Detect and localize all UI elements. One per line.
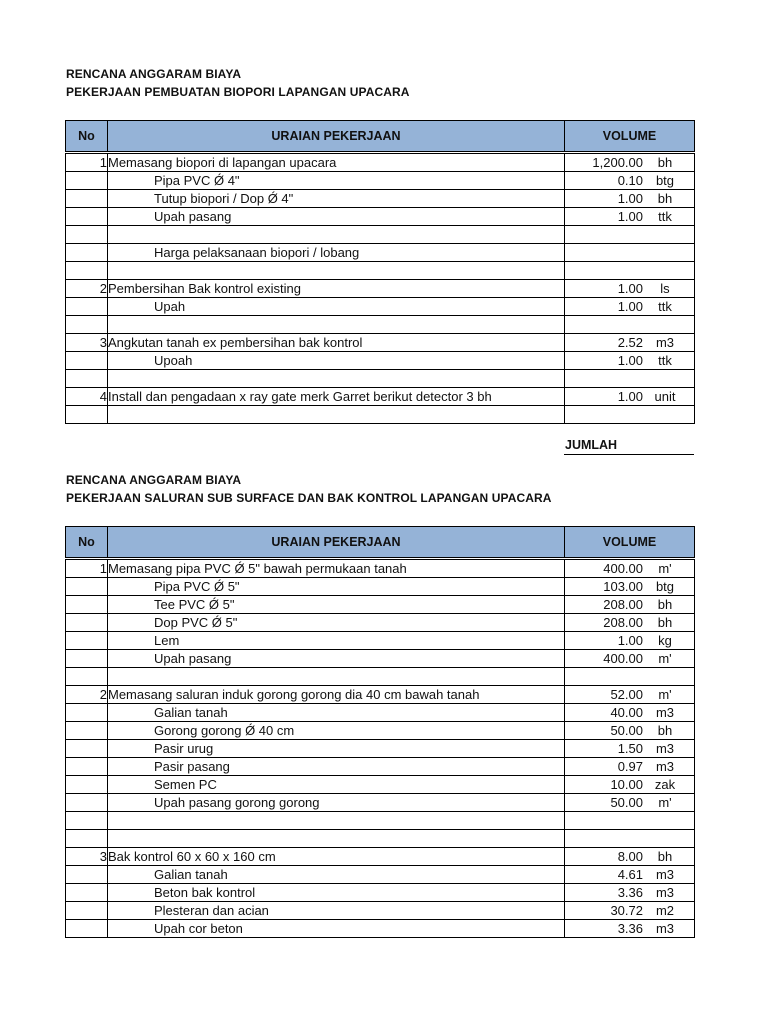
table-row bbox=[66, 406, 695, 424]
table-row bbox=[66, 704, 695, 722]
row-volume-cell bbox=[565, 406, 695, 424]
row-volume-cell bbox=[565, 370, 695, 388]
table-row bbox=[66, 370, 695, 388]
row-volume-unit: m' bbox=[658, 795, 672, 810]
row-volume-value: 208.00 bbox=[603, 615, 643, 630]
row-volume-unit: unit bbox=[654, 389, 676, 404]
row-volume-unit: m3 bbox=[655, 867, 675, 882]
row-volume-value: 1.00 bbox=[617, 281, 643, 296]
row-number bbox=[66, 776, 108, 794]
row-volume-value: 1.00 bbox=[617, 353, 643, 368]
row-description bbox=[108, 812, 565, 830]
table-row bbox=[66, 632, 695, 650]
table-row bbox=[66, 650, 695, 668]
row-volume-cell bbox=[565, 578, 695, 596]
row-number bbox=[66, 226, 108, 244]
row-number: 4 bbox=[66, 388, 108, 406]
table-row bbox=[66, 614, 695, 632]
row-volume-unit: bh bbox=[657, 723, 673, 738]
row-number bbox=[66, 632, 108, 650]
row-number bbox=[66, 920, 108, 938]
row-volume-cell bbox=[565, 902, 695, 920]
row-description bbox=[108, 226, 565, 244]
row-number bbox=[66, 884, 108, 902]
row-volume-cell bbox=[565, 559, 695, 578]
row-volume-unit: m3 bbox=[655, 705, 675, 720]
row-volume-cell bbox=[565, 650, 695, 668]
row-volume-unit: m3 bbox=[655, 759, 675, 774]
row-number: 1 bbox=[66, 153, 108, 172]
row-description bbox=[108, 262, 565, 280]
table-row bbox=[66, 262, 695, 280]
row-volume-cell bbox=[565, 208, 695, 226]
table-row bbox=[66, 722, 695, 740]
header-uraian: URAIAN PEKERJAAN bbox=[108, 527, 565, 559]
row-volume-unit: ttk bbox=[658, 299, 672, 314]
row-volume-cell bbox=[565, 244, 695, 262]
row-volume-unit: m' bbox=[658, 561, 672, 576]
table-row bbox=[66, 902, 695, 920]
row-description: Upah bbox=[108, 298, 565, 316]
table-row bbox=[66, 830, 695, 848]
row-volume-value: 1.00 bbox=[617, 191, 643, 206]
table-row bbox=[66, 758, 695, 776]
row-number: 1 bbox=[66, 559, 108, 578]
section1-table-body bbox=[66, 153, 695, 424]
row-description: Pembersihan Bak kontrol existing bbox=[108, 280, 565, 298]
row-volume-value: 50.00 bbox=[610, 723, 643, 738]
row-number bbox=[66, 614, 108, 632]
row-volume-unit: m3 bbox=[655, 335, 675, 350]
header-volume: VOLUME bbox=[565, 527, 695, 559]
table-row bbox=[66, 352, 695, 370]
row-volume-unit: kg bbox=[658, 633, 672, 648]
table-row bbox=[66, 208, 695, 226]
row-volume-unit: ttk bbox=[658, 353, 672, 368]
row-number bbox=[66, 794, 108, 812]
row-volume-unit: m3 bbox=[655, 885, 675, 900]
row-description: Upah pasang bbox=[108, 650, 565, 668]
row-volume-value: 10.00 bbox=[610, 777, 643, 792]
row-volume-unit: bh bbox=[657, 615, 673, 630]
row-description: Bak kontrol 60 x 60 x 160 cm bbox=[108, 848, 565, 866]
row-volume-cell bbox=[565, 722, 695, 740]
row-volume-cell bbox=[565, 848, 695, 866]
row-volume-cell bbox=[565, 172, 695, 190]
section1-subtitle: PEKERJAAN PEMBUATAN BIOPORI LAPANGAN UPACARA bbox=[66, 85, 410, 99]
row-volume-value: 1.00 bbox=[617, 299, 643, 314]
row-description: Upah pasang gorong gorong bbox=[108, 794, 565, 812]
row-volume-unit: bh bbox=[657, 849, 673, 864]
table-row bbox=[66, 388, 695, 406]
table-row bbox=[66, 686, 695, 704]
table-row bbox=[66, 190, 695, 208]
row-volume-cell bbox=[565, 830, 695, 848]
row-volume-value: 8.00 bbox=[617, 849, 643, 864]
row-number bbox=[66, 244, 108, 262]
row-description: Galian tanah bbox=[108, 866, 565, 884]
row-number: 2 bbox=[66, 686, 108, 704]
row-number bbox=[66, 370, 108, 388]
table-row bbox=[66, 172, 695, 190]
row-description bbox=[108, 668, 565, 686]
row-volume-unit: ttk bbox=[658, 209, 672, 224]
table-row bbox=[66, 668, 695, 686]
section2-table-body bbox=[66, 559, 695, 938]
row-volume-value: 4.61 bbox=[617, 867, 643, 882]
row-description: Upoah bbox=[108, 352, 565, 370]
row-volume-unit: bh bbox=[657, 155, 673, 170]
row-volume-unit: btg bbox=[655, 173, 675, 188]
row-description: Upah cor beton bbox=[108, 920, 565, 938]
row-volume-unit: m2 bbox=[655, 903, 675, 918]
row-volume-cell bbox=[565, 668, 695, 686]
row-volume-cell bbox=[565, 758, 695, 776]
table-row bbox=[66, 884, 695, 902]
table-row bbox=[66, 244, 695, 262]
table-row bbox=[66, 920, 695, 938]
row-number bbox=[66, 902, 108, 920]
table-row bbox=[66, 596, 695, 614]
row-description: Pasir urug bbox=[108, 740, 565, 758]
row-description bbox=[108, 406, 565, 424]
row-volume-cell bbox=[565, 866, 695, 884]
row-number: 2 bbox=[66, 280, 108, 298]
row-volume-unit: ls bbox=[660, 281, 670, 296]
row-volume-cell bbox=[565, 352, 695, 370]
row-volume-value: 0.10 bbox=[617, 173, 643, 188]
table-row bbox=[66, 812, 695, 830]
header-no: No bbox=[66, 527, 108, 559]
row-description: Tee PVC Ǿ 5" bbox=[108, 596, 565, 614]
row-description: Lem bbox=[108, 632, 565, 650]
row-volume-cell bbox=[565, 298, 695, 316]
table-header-row bbox=[66, 527, 695, 559]
row-number bbox=[66, 316, 108, 334]
row-volume-value: 208.00 bbox=[603, 597, 643, 612]
row-volume-cell bbox=[565, 316, 695, 334]
row-description: Pipa PVC Ǿ 5" bbox=[108, 578, 565, 596]
row-description: Angkutan tanah ex pembersihan bak kontrol bbox=[108, 334, 565, 352]
table-row bbox=[66, 298, 695, 316]
row-description: Pasir pasang bbox=[108, 758, 565, 776]
row-description: Memasang saluran induk gorong gorong dia 40 cm bawah tanah bbox=[108, 686, 565, 704]
row-volume-value: 3.36 bbox=[617, 885, 643, 900]
row-description: Harga pelaksanaan biopori / lobang bbox=[108, 244, 565, 262]
row-volume-unit: zak bbox=[654, 777, 676, 792]
row-description: Gorong gorong Ǿ 40 cm bbox=[108, 722, 565, 740]
row-volume-cell bbox=[565, 776, 695, 794]
row-volume-value: 1.50 bbox=[617, 741, 643, 756]
row-number bbox=[66, 298, 108, 316]
table-row bbox=[66, 740, 695, 758]
row-number bbox=[66, 812, 108, 830]
row-number bbox=[66, 668, 108, 686]
row-volume-cell bbox=[565, 614, 695, 632]
row-volume-value: 400.00 bbox=[603, 561, 643, 576]
row-description: Semen PC bbox=[108, 776, 565, 794]
row-number bbox=[66, 650, 108, 668]
row-description: Pipa PVC Ǿ 4" bbox=[108, 172, 565, 190]
row-number bbox=[66, 596, 108, 614]
row-volume-cell bbox=[565, 226, 695, 244]
table-row bbox=[66, 776, 695, 794]
row-description: Tutup biopori / Dop Ǿ 4" bbox=[108, 190, 565, 208]
row-description bbox=[108, 370, 565, 388]
section2-subtitle: PEKERJAAN SALURAN SUB SURFACE DAN BAK KONTROL LAPANGAN UPACARA bbox=[66, 491, 552, 505]
row-number: 3 bbox=[66, 848, 108, 866]
row-description: Install dan pengadaan x ray gate merk Garret berikut detector 3 bh bbox=[108, 388, 565, 406]
row-number bbox=[66, 190, 108, 208]
table-row bbox=[66, 578, 695, 596]
row-number bbox=[66, 740, 108, 758]
row-description: Plesteran dan acian bbox=[108, 902, 565, 920]
row-volume-unit: bh bbox=[657, 191, 673, 206]
row-volume-value: 40.00 bbox=[610, 705, 643, 720]
row-volume-value: 1,200.00 bbox=[592, 155, 643, 170]
row-number bbox=[66, 578, 108, 596]
row-description: Dop PVC Ǿ 5" bbox=[108, 614, 565, 632]
row-volume-value: 103.00 bbox=[603, 579, 643, 594]
header-uraian: URAIAN PEKERJAAN bbox=[108, 121, 565, 153]
row-volume-unit: m3 bbox=[655, 921, 675, 936]
row-number bbox=[66, 722, 108, 740]
row-volume-unit: m' bbox=[658, 651, 672, 666]
row-volume-unit: m' bbox=[658, 687, 672, 702]
row-volume-value: 400.00 bbox=[603, 651, 643, 666]
row-description: Memasang pipa PVC Ǿ 5" bawah permukaan tanah bbox=[108, 559, 565, 578]
row-volume-unit: btg bbox=[655, 579, 675, 594]
section2-title: RENCANA ANGGARAM BIAYA bbox=[66, 473, 242, 487]
row-volume-cell bbox=[565, 686, 695, 704]
row-number bbox=[66, 172, 108, 190]
row-number bbox=[66, 406, 108, 424]
row-volume-value: 0.97 bbox=[617, 759, 643, 774]
section2-budget-table bbox=[65, 526, 695, 938]
row-volume-cell bbox=[565, 388, 695, 406]
row-number bbox=[66, 830, 108, 848]
row-description: Upah pasang bbox=[108, 208, 565, 226]
row-volume-cell bbox=[565, 812, 695, 830]
table-row bbox=[66, 316, 695, 334]
row-number bbox=[66, 262, 108, 280]
row-volume-cell bbox=[565, 190, 695, 208]
row-description bbox=[108, 316, 565, 334]
row-volume-value: 3.36 bbox=[617, 921, 643, 936]
row-volume-value: 50.00 bbox=[610, 795, 643, 810]
row-description bbox=[108, 830, 565, 848]
table-header-row bbox=[66, 121, 695, 153]
row-volume-cell bbox=[565, 596, 695, 614]
row-volume-value: 1.00 bbox=[617, 389, 643, 404]
row-volume-cell bbox=[565, 632, 695, 650]
header-volume: VOLUME bbox=[565, 121, 695, 153]
header-no: No bbox=[66, 121, 108, 153]
table-row bbox=[66, 794, 695, 812]
row-volume-value: 1.00 bbox=[617, 209, 643, 224]
row-volume-cell bbox=[565, 884, 695, 902]
row-number bbox=[66, 758, 108, 776]
row-volume-value: 2.52 bbox=[617, 335, 643, 350]
row-number bbox=[66, 208, 108, 226]
row-volume-unit: bh bbox=[657, 597, 673, 612]
section1-budget-table bbox=[65, 120, 695, 424]
row-number: 3 bbox=[66, 334, 108, 352]
row-volume-cell bbox=[565, 262, 695, 280]
row-volume-value: 52.00 bbox=[610, 687, 643, 702]
row-volume-cell bbox=[565, 280, 695, 298]
row-description: Galian tanah bbox=[108, 704, 565, 722]
jumlah-label: JUMLAH bbox=[564, 436, 694, 455]
table-row bbox=[66, 848, 695, 866]
row-volume-value: 30.72 bbox=[610, 903, 643, 918]
section1-title: RENCANA ANGGARAM BIAYA bbox=[66, 67, 242, 81]
row-number bbox=[66, 866, 108, 884]
table-row bbox=[66, 226, 695, 244]
table-row bbox=[66, 153, 695, 172]
row-volume-unit: m3 bbox=[655, 741, 675, 756]
table-row bbox=[66, 280, 695, 298]
table-row bbox=[66, 334, 695, 352]
row-description: Beton bak kontrol bbox=[108, 884, 565, 902]
row-volume-cell bbox=[565, 740, 695, 758]
row-volume-value: 1.00 bbox=[617, 633, 643, 648]
row-number bbox=[66, 352, 108, 370]
row-volume-cell bbox=[565, 704, 695, 722]
row-volume-cell bbox=[565, 334, 695, 352]
table-row bbox=[66, 559, 695, 578]
row-number bbox=[66, 704, 108, 722]
row-volume-cell bbox=[565, 153, 695, 172]
row-volume-cell bbox=[565, 920, 695, 938]
row-description: Memasang biopori di lapangan upacara bbox=[108, 153, 565, 172]
table-row bbox=[66, 866, 695, 884]
row-volume-cell bbox=[565, 794, 695, 812]
